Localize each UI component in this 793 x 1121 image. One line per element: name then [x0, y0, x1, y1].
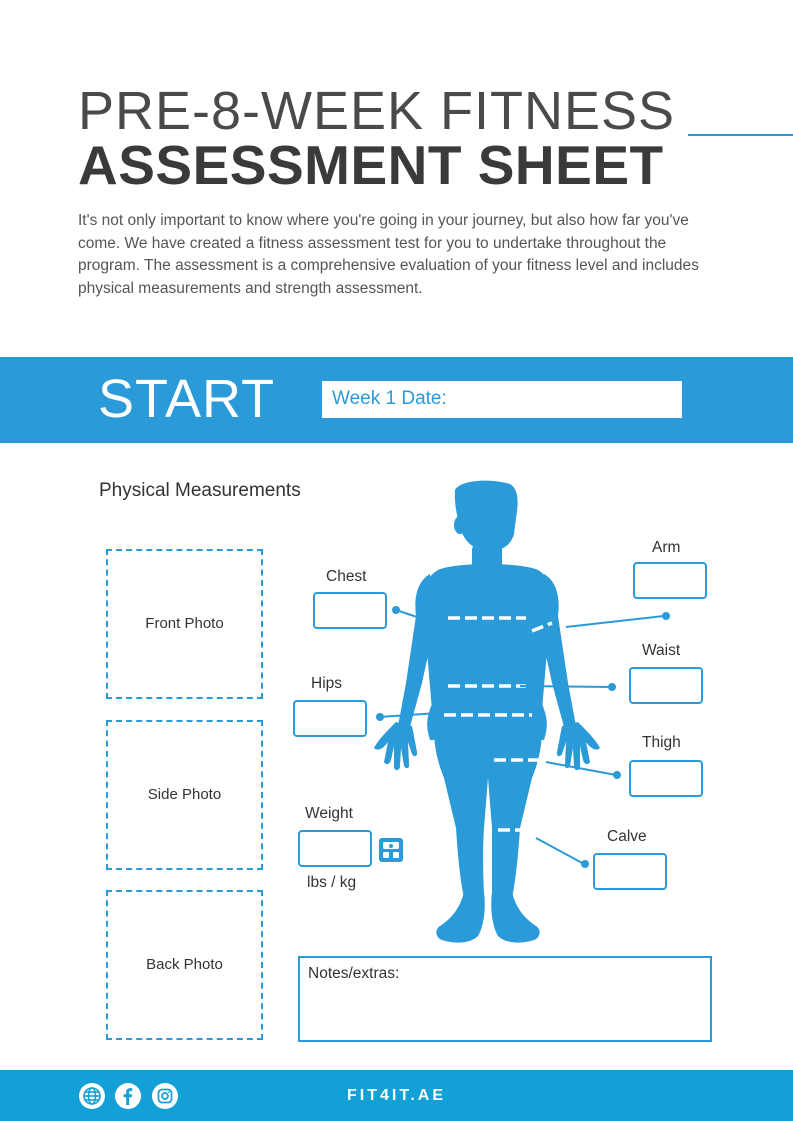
title-rule	[688, 134, 793, 136]
title-line-2: ASSESSMENT SHEET	[78, 134, 664, 196]
weight-unit-label: lbs / kg	[307, 874, 357, 891]
chest-field[interactable]	[313, 592, 387, 629]
thigh-field[interactable]	[629, 760, 703, 797]
body-silhouette	[360, 478, 620, 948]
title-line-1: PRE-8-WEEK FITNESS	[78, 81, 676, 141]
front-photo-label: Front Photo	[145, 615, 224, 632]
arm-label: Arm	[652, 539, 681, 556]
section-title: Physical Measurements	[99, 480, 301, 501]
calve-field[interactable]	[593, 853, 667, 890]
hips-label: Hips	[311, 675, 343, 692]
weight-label: Weight	[305, 805, 353, 822]
weight-field[interactable]	[298, 830, 372, 867]
notes-label: Notes/extras:	[308, 965, 400, 982]
waist-label: Waist	[642, 642, 681, 659]
intro-paragraph: It's not only important to know where you're going in your journey, but also how far you've come. We have created a fitness assessment test for you to undertake throughout the program. The assessment is a comprehensive evaluation of your fitness level and includes physical measurements and strength assessment.	[78, 212, 699, 297]
site-link[interactable]: FIT4IT.AE	[346, 1087, 446, 1104]
start-label: START	[98, 369, 276, 429]
calve-label: Calve	[607, 828, 647, 845]
side-photo-label: Side Photo	[147, 786, 222, 803]
scale-icon	[378, 837, 404, 863]
back-photo-label: Back Photo	[146, 956, 223, 973]
waist-field[interactable]	[629, 667, 703, 704]
back-photo-box[interactable]	[106, 890, 263, 1040]
week-date-label: Week 1 Date:	[332, 388, 447, 409]
chest-label: Chest	[326, 568, 367, 585]
side-photo-box[interactable]	[106, 720, 263, 870]
front-photo-box[interactable]	[106, 549, 263, 699]
hips-field[interactable]	[293, 700, 367, 737]
thigh-label: Thigh	[642, 734, 681, 751]
arm-field[interactable]	[633, 562, 707, 599]
